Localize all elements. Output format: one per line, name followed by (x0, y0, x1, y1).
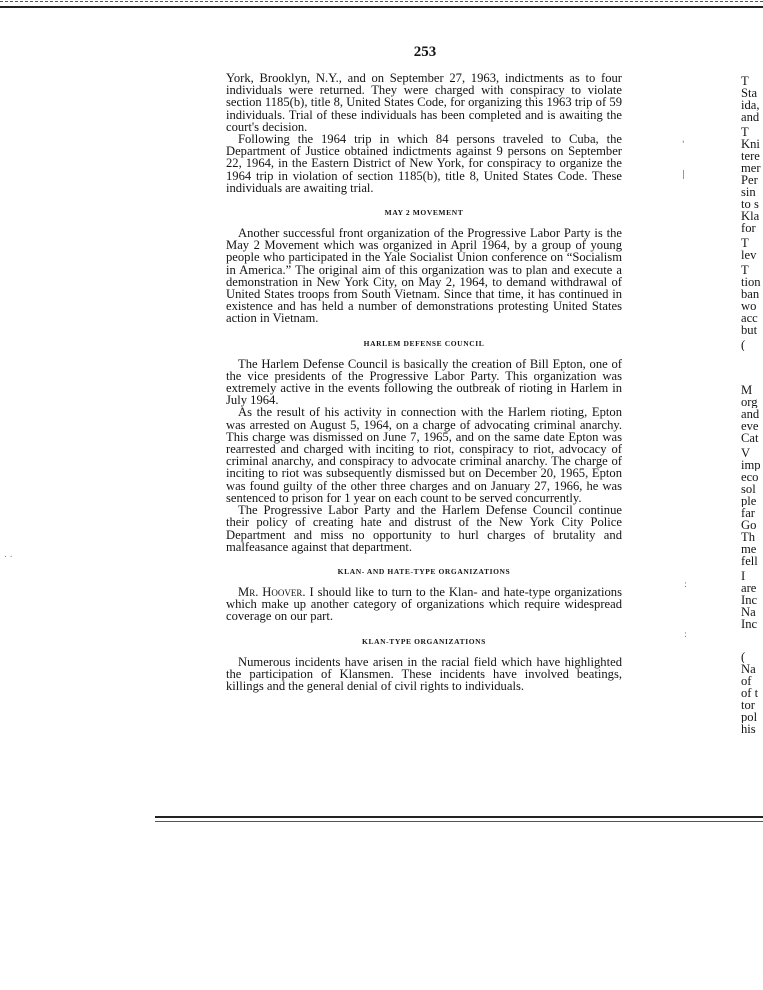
paragraph: Following the 1964 trip in which 84 persons traveled to Cuba, the Department of Justice obtained indictments against 9 persons on September 22, 1964, in the Eastern District of New York, for conspiracy to organize the 1964 trip in violation of section 1185(b), title 8, United States Code. These individuals are awaiting trial. (226, 132, 622, 195)
section-heading: HARLEM DEFENSE COUNCIL (363, 338, 485, 348)
margin-mark: : (684, 630, 688, 640)
paragraph: York, Brooklyn, N.Y., and on September 27, 1963, indictments as to four individuals were returned. They were charged with conspiracy to violate section 1185(b), title 8, United States Code, for organizing this 1963 trip of 59 individuals. Trial of these individuals has been completed and is awaiting the court's decision. (226, 71, 622, 134)
speaker-name: Mr. Hoover. (238, 584, 306, 599)
section-heading: MAY 2 MOVEMENT (384, 208, 464, 218)
right-column-fragment: mer (741, 162, 761, 175)
right-column-fragment: me (741, 543, 757, 556)
right-column-fragment: fell (741, 555, 758, 568)
right-column-fragment: are (741, 582, 757, 595)
right-column-fragment: for (741, 222, 756, 235)
right-column-fragment: T (741, 237, 749, 250)
right-column-fragment: tion (741, 276, 761, 289)
right-column-fragment: lev (741, 249, 757, 262)
right-column-fragment: wo (741, 300, 757, 313)
right-column-fragment: Cat (741, 432, 759, 445)
right-column-fragment: and (741, 111, 760, 124)
right-column-fragment: I (741, 570, 746, 583)
right-column-fragment: to s (741, 198, 759, 211)
right-column-fragment: Inc (741, 618, 758, 631)
right-column-fragment: Inc (741, 594, 758, 607)
right-column-fragment: but (741, 324, 758, 337)
right-column-fragment: Th (741, 531, 755, 544)
paragraph: As the result of his activity in connection with the Harlem rioting, Epton was arrested on August 5, 1964, on a charge of advocating criminal anarchy. This charge was dismissed on June 7, 1965, and on the same date Epton was rearrested and charged with inciting to riot, conspiracy to riot, advocacy of criminal anarchy, and conspiracy to advocate criminal anarchy. The charge of inciting to riot was subsequently dismissed but on December 20, 1965, Epton was found guilty of the other three charges and on January 27, 1966, he was sentenced to prison for 1 year on each count to be served concurrently. (226, 405, 622, 505)
top-rule (0, 6, 763, 8)
speaker-text: I should like to turn to the Klan- and hate-type organizations which make up another category of organizations which require widespread coverage on our part. (226, 584, 622, 624)
right-column-fragment: V (741, 447, 751, 460)
right-column-fragment: imp (741, 459, 761, 472)
margin-mark: . . (4, 550, 13, 560)
right-column-fragment: Na (741, 606, 756, 619)
paragraph: The Harlem Defense Council is basically the creation of Bill Epton, one of the vice presidents of the Progressive Labor Party. This organization was extremely active in the events following the outbreak of rioting in Harlem in July 1964. (226, 356, 622, 408)
paragraph (226, 586, 622, 623)
right-column-fragment: acc (741, 312, 758, 325)
right-column-fragment: T (741, 264, 749, 277)
right-column-fragment: tere (741, 150, 760, 163)
right-column-fragment: pol (741, 711, 758, 724)
right-column-fragment: of t (741, 687, 759, 700)
main-text-column (226, 72, 622, 692)
right-column-fragment: sin (741, 186, 756, 199)
top-dashed-rule (0, 1, 763, 2)
right-column-fragment: Kni (741, 138, 760, 151)
section-heading: KLAN- AND HATE-TYPE ORGANIZATIONS (337, 566, 511, 576)
margin-mark: | (682, 170, 686, 180)
section-heading: KLAN-TYPE ORGANIZATIONS (362, 636, 486, 646)
right-column-fragment: eve (741, 420, 759, 433)
right-column-fragment: Na (741, 663, 756, 676)
right-column-fragment: org (741, 396, 758, 409)
right-column-fragment: Sta (741, 87, 758, 100)
right-column-fragment: and (741, 408, 760, 421)
right-column-fragment: Kla (741, 210, 760, 223)
right-column-fragment: ple (741, 495, 757, 508)
margin-mark: ' (682, 140, 685, 150)
right-column-fragment: eco (741, 471, 759, 484)
right-column-fragment: T (741, 75, 749, 88)
right-column-fragment: ban (741, 288, 760, 301)
bottom-rule (155, 816, 763, 818)
right-column-fragment: ida, (741, 99, 760, 112)
right-column-fragment: Per (741, 174, 758, 187)
right-column-fragment: tor (741, 699, 755, 712)
right-column-fragment: ( (741, 651, 746, 664)
right-column-fragment: M (741, 384, 753, 397)
right-column-fragment: ( (741, 339, 746, 352)
right-column-fragment: far (741, 507, 755, 520)
paragraph: The Progressive Labor Party and the Harlem Defense Council continue their policy of creating hate and distrust of the New York City Police Department and miss no opportunity to hurl charges of brutality and malfeasance against that department. (226, 503, 622, 554)
margin-mark: : (684, 580, 688, 590)
right-column-fragment: sol (741, 483, 756, 496)
right-column-fragment: his (741, 723, 756, 736)
right-column-fragment: of (741, 675, 752, 688)
paragraph: Another successful front organization of the Progressive Labor Party is the May 2 Movement which was organized in April 1964, by a group of young people who participated in the Yale Socialist Union conference on “Socialism in America.” The original aim of this organization was to plan and execute a demonstration in New York City, on May 2, 1964, to demand withdrawal of United States troops from South Vietnam. Since that time, it has continued in existence and has held a number of demonstrations protesting United States action in Vietnam. (226, 226, 622, 326)
right-column-fragment: T (741, 126, 749, 139)
right-column-fragment: Go (741, 519, 757, 532)
bottom-rule-thin (155, 821, 763, 822)
paragraph: Numerous incidents have arisen in the racial field which have highlighted the participation of Klansmen. These incidents have involved beatings, killings and the general denial of civil rights to individuals. (226, 654, 622, 693)
page-number: 253 (413, 44, 437, 60)
